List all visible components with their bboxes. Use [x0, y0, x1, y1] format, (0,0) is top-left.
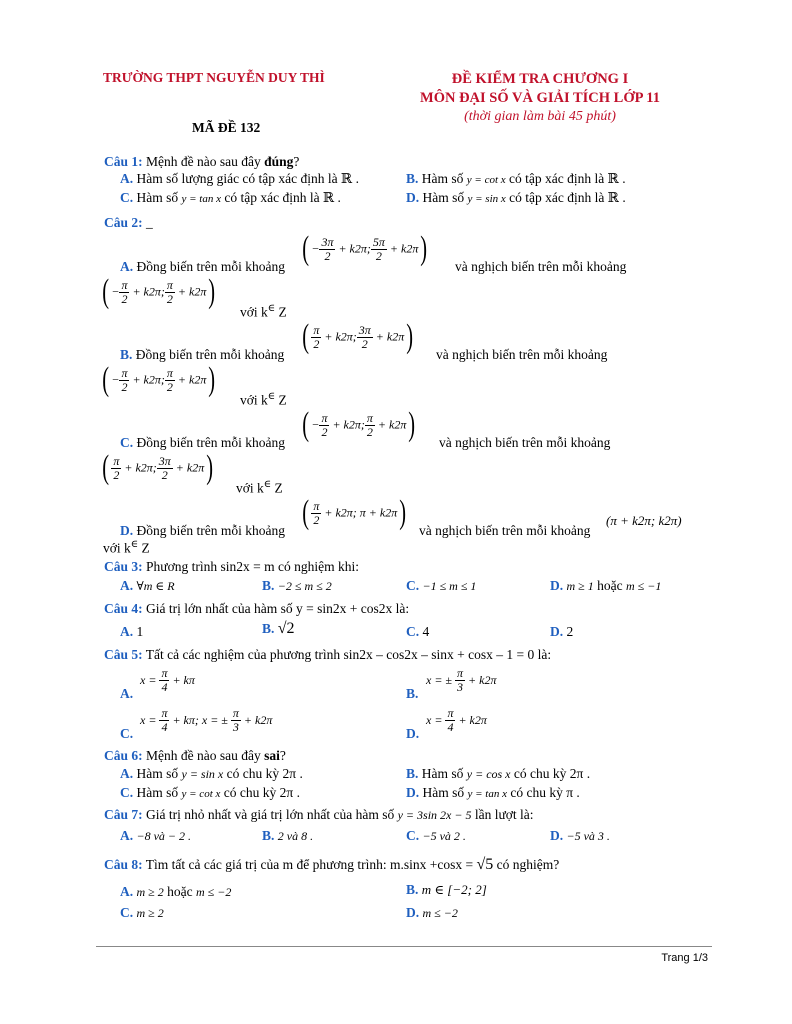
q7-option-a: A. −8 và − 2 .	[120, 828, 192, 843]
q8-option-b: B. m ∈ [−2; 2]	[406, 882, 487, 897]
q5-option-c: x = $\frac{\pi}{4}$ + kπ; x = ± $\frac{\pi}{3}$ + k2π	[140, 706, 273, 734]
q2-option-d-text: D. Đồng biến trên mỗi khoảng	[120, 523, 285, 538]
q2-c-k: với k∈ Z	[236, 479, 283, 496]
q5-option-a: x = $\frac{\pi}{4}$ + kπ	[140, 666, 195, 694]
footer-divider	[96, 946, 712, 947]
question-4: Câu 4: Giá trị lớn nhất của hàm số y = sin2x + cos2x là:	[104, 601, 410, 616]
q5-option-b-letter: B.	[406, 686, 419, 701]
q2-c-interval-1: ( − $\frac{\pi}{2}$ + k2π; $\frac{\pi}{2}$ + k2π)	[302, 406, 416, 443]
q3-option-d: D. m ≥ 1 hoặc m ≤ −1	[550, 578, 662, 593]
exam-title: ĐỀ KIỂM TRA CHƯƠNG I	[451, 71, 629, 87]
question-6: Câu 6: Mệnh đề nào sau đây sai?	[104, 748, 286, 763]
q2-b-dec-text: và nghịch biến trên mỗi khoảng	[436, 347, 608, 362]
q2-c-interval-2: ( $\frac{\pi}{2}$ + k2π; $\frac{3\pi}{2}$ + k2π)	[102, 449, 214, 486]
q2-d-interval-1: ( $\frac{\pi}{2}$ + k2π; π + k2π)	[302, 494, 407, 531]
q4-option-b: B. √2	[262, 620, 295, 637]
q4-option-c: C. 4	[406, 624, 430, 639]
q1-option-a: A. Hàm số lượng giác có tập xác định là ℝ .	[120, 171, 359, 186]
q2-option-b-text: B. Đồng biến trên mỗi khoảng	[120, 347, 285, 362]
q4-option-d: D. 2	[550, 624, 574, 639]
q3-option-c: C. −1 ≤ m ≤ 1	[406, 578, 477, 593]
question-7: Câu 7: Giá trị nhỏ nhất và giá trị lớn nhất của hàm số y = 3sin 2x − 5 lần lượt là:	[104, 807, 534, 822]
q2-d-dec-text: và nghịch biến trên mỗi khoảng	[419, 523, 591, 538]
q6-option-b: B. Hàm số y = cos x có chu kỳ 2π .	[406, 766, 591, 781]
q5-option-b: x = ± $\frac{\pi}{3}$ + k2π	[426, 666, 497, 694]
question-3: Câu 3: Phương trình sin2x = m có nghiệm khi:	[104, 559, 359, 574]
school-name: TRƯỜNG THPT NGUYỄN DUY THÌ	[103, 70, 325, 85]
q2-b-interval-1: ( $\frac{\pi}{2}$ + k2π; $\frac{3\pi}{2}$ + k2π)	[302, 318, 414, 355]
exam-subject: MÔN ĐẠI SỐ VÀ GIẢI TÍCH LỚP 11	[420, 90, 660, 106]
page-number: Trang 1/3	[661, 952, 708, 964]
q6-option-c: C. Hàm số y = cot x có chu kỳ 2π .	[120, 785, 300, 800]
q6-option-a: A. Hàm số y = sin x có chu kỳ 2π .	[120, 766, 303, 781]
question-8: Câu 8: Tìm tất cả các giá trị của m để phương trình: m.sinx +cosx = √5 có nghiệm?	[104, 856, 560, 873]
q2-c-dec-text: và nghịch biến trên mỗi khoảng	[439, 435, 611, 450]
q2-a-k: với k∈ Z	[240, 303, 287, 320]
q7-option-d: D. −5 và 3 .	[550, 828, 610, 843]
exam-code: MÃ ĐỀ 132	[192, 120, 261, 135]
question-5: Câu 5: Tất cả các nghiệm của phương trình sin2x – cos2x – sinx + cosx – 1 = 0 là:	[104, 647, 552, 662]
q2-a-dec-text: và nghịch biến trên mỗi khoảng	[455, 259, 627, 274]
q2-a-interval-2: ( − $\frac{\pi}{2}$ + k2π; $\frac{\pi}{2}$ + k2π)	[102, 273, 216, 310]
q2-option-c-text: C. Đồng biến trên mỗi khoảng	[120, 435, 285, 450]
question-1: Câu 1: Mệnh đề nào sau đây đúng?	[104, 154, 300, 169]
q6-option-d: D. Hàm số y = tan x có chu kỳ π .	[406, 785, 580, 800]
q5-option-a-letter: A.	[120, 686, 134, 701]
q8-option-d: D. m ≤ −2	[406, 905, 458, 920]
q5-option-d: x = $\frac{\pi}{4}$ + k2π	[426, 706, 487, 734]
q7-option-c: C. −5 và 2 .	[406, 828, 466, 843]
exam-duration: (thời gian làm bài 45 phút)	[464, 109, 616, 124]
q3-option-a: A. ∀m ∈ R	[120, 578, 175, 593]
q8-option-a: A. m ≥ 2 hoặc m ≤ −2	[120, 884, 232, 899]
q2-d-interval-2: (π + k2π; k2π)	[606, 513, 682, 528]
q1-option-c: C. Hàm số y = tan x có tập xác định là ℝ .	[120, 190, 341, 205]
q8-option-c: C. m ≥ 2	[120, 905, 164, 920]
q1-option-d: D. Hàm số y = sin x có tập xác định là ℝ .	[406, 190, 626, 205]
q5-option-d-letter: D.	[406, 726, 420, 741]
q2-b-k: với k∈ Z	[240, 391, 287, 408]
q2-d-k: với k∈ Z	[103, 539, 150, 556]
q2-option-a-text: A. Đồng biến trên mỗi khoảng	[120, 259, 285, 274]
q2-a-interval-1: ( − $\frac{3\pi}{2}$ + k2π; $\frac{5\pi}{2}$ + k2π)	[302, 230, 428, 267]
question-2: Câu 2: _	[104, 215, 153, 230]
q5-option-c-letter: C.	[120, 726, 134, 741]
q7-option-b: B. 2 và 8 .	[262, 828, 314, 843]
q2-b-interval-2: ( − $\frac{\pi}{2}$ + k2π; $\frac{\pi}{2}$ + k2π)	[102, 361, 216, 398]
q1-option-b: B. Hàm số y = cot x có tập xác định là ℝ .	[406, 171, 626, 186]
q3-option-b: B. −2 ≤ m ≤ 2	[262, 578, 332, 593]
q4-option-a: A. 1	[120, 624, 144, 639]
